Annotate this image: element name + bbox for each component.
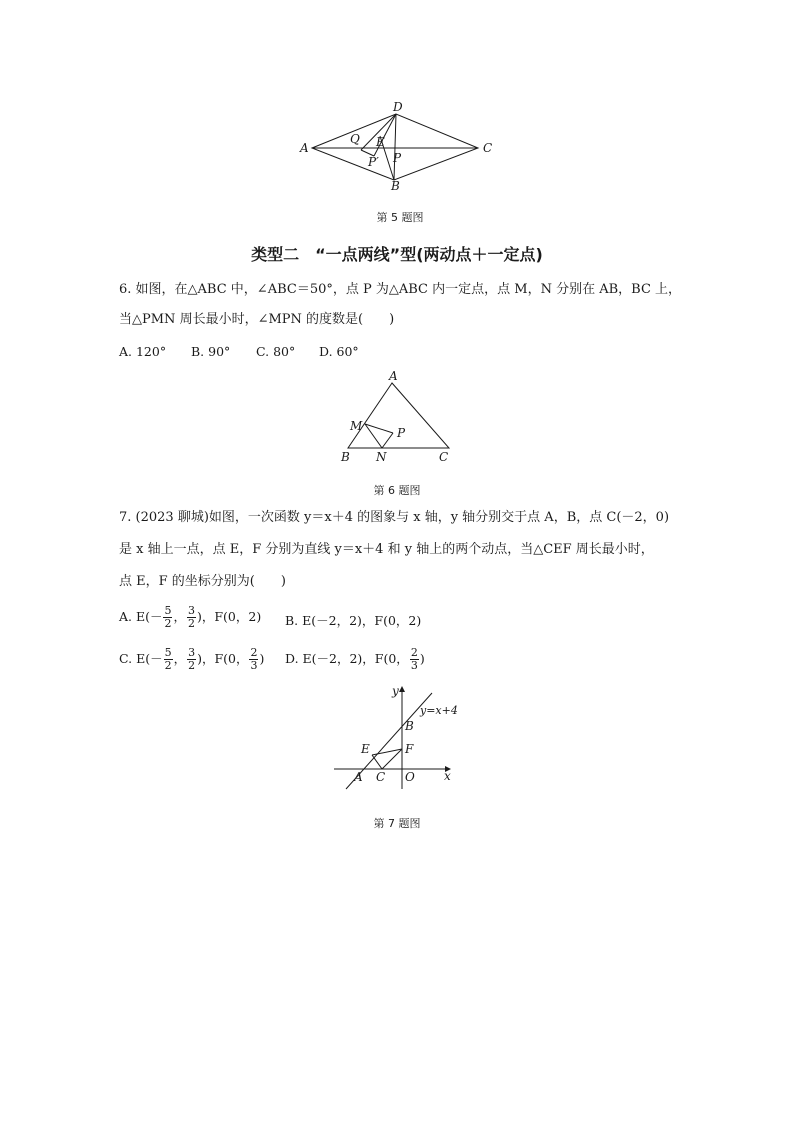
label-e: E bbox=[376, 135, 385, 149]
question-7-option-c: C. E(－ $\frac{5}{2}$ ， $\frac{3}{2}$ )，F(0， $\frac{2}{3}$ ) bbox=[119, 646, 265, 672]
label-b: B bbox=[391, 179, 400, 193]
label-b: B bbox=[341, 450, 350, 464]
figure-6-caption: 第 6 题图 bbox=[373, 484, 421, 497]
question-7-line-1: 7. (2023 聊城)如图，一次函数 y＝x＋4 的图象与 x 轴，y 轴分别交于点 A，B，点 C(－2，0) bbox=[119, 510, 670, 525]
label-p: P bbox=[397, 426, 406, 440]
segment-ec bbox=[372, 755, 382, 769]
fraction: $\frac{3}{2}$ bbox=[188, 604, 195, 630]
fraction: $\frac{5}{2}$ bbox=[164, 646, 172, 672]
question-7-line-2: 是 x 轴上一点，点 E，F 分别为直线 y＝x＋4 和 y 轴上的两个动点，当△CEF 周长最小时， bbox=[119, 542, 654, 557]
label-o: O bbox=[405, 770, 415, 784]
label-c: C bbox=[376, 770, 386, 784]
label-f: F bbox=[405, 742, 414, 756]
figure-7-caption: 第 7 题图 bbox=[373, 817, 421, 830]
label-y-axis: y bbox=[392, 684, 399, 698]
label-c: C bbox=[439, 450, 449, 464]
question-6-line-1: 6. 如图，在△ABC 中，∠ABC＝50°，点 P 为△ABC 内一定点，点 M，N 分别在 AB，BC 上， bbox=[119, 282, 682, 297]
label-c: C bbox=[483, 141, 493, 155]
question-7-option-b: B. E(－2，2)，F(0，2) bbox=[285, 613, 422, 628]
question-6-option-c: C. 80° bbox=[256, 344, 296, 359]
label-m: M bbox=[350, 419, 363, 433]
question-7-option-a: A. E(－ $\frac{5}{2}$ ， $\frac{3}{2}$ )，F(0，2) bbox=[119, 604, 262, 630]
fraction: $\frac{2}{3}$ bbox=[250, 646, 258, 672]
segment-np bbox=[382, 433, 393, 448]
fraction: $\frac{3}{2}$ bbox=[188, 646, 196, 672]
label-line-equation: y=x+4 bbox=[420, 704, 458, 717]
figure-5 bbox=[290, 100, 510, 195]
figure-7 bbox=[330, 683, 465, 793]
segment-mp bbox=[365, 424, 393, 433]
question-7-option-d: D. E(－2，2)，F(0， $\frac{2}{3}$ ) bbox=[285, 646, 425, 672]
question-6-option-b: B. 90° bbox=[191, 344, 231, 359]
label-a: A bbox=[300, 141, 309, 155]
label-p: P bbox=[393, 151, 402, 165]
question-6-option-a: A. 120° bbox=[119, 344, 167, 359]
fraction: $\frac{2}{3}$ bbox=[410, 646, 418, 672]
question-6-option-d: D. 60° bbox=[319, 344, 359, 359]
section-title: 类型二 “一点两线”型(两动点＋一定点) bbox=[251, 245, 543, 264]
label-e: E bbox=[361, 742, 370, 756]
segment-mn bbox=[365, 424, 382, 448]
label-q: Q bbox=[350, 132, 360, 146]
label-x-axis: x bbox=[444, 769, 451, 783]
label-n: N bbox=[376, 450, 387, 464]
question-6-line-2: 当△PMN 周长最小时，∠MPN 的度数是( ) bbox=[119, 312, 395, 327]
label-p-prime: P′ bbox=[368, 155, 379, 169]
label-a: A bbox=[389, 370, 398, 383]
label-b: B bbox=[405, 719, 414, 733]
label-d: D bbox=[393, 100, 403, 114]
figure-5-caption: 第 5 题图 bbox=[376, 211, 424, 224]
fraction: $\frac{5}{2}$ bbox=[164, 604, 172, 630]
figure-6 bbox=[335, 370, 465, 465]
diagonal-db bbox=[394, 114, 396, 180]
question-7-line-3: 点 E，F 的坐标分别为( ) bbox=[119, 574, 286, 589]
label-a: A bbox=[354, 770, 363, 784]
